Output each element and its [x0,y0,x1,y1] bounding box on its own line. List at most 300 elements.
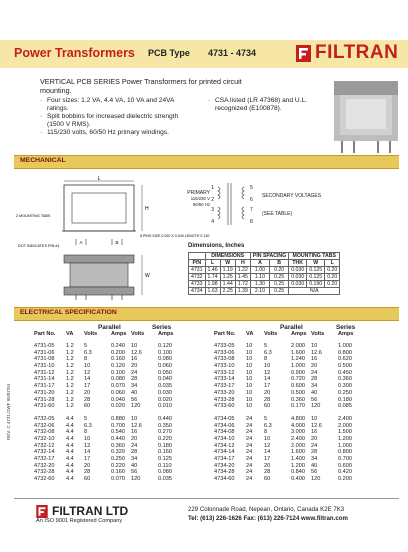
table-cell: 0.080 [111,376,125,383]
table-cell: 10 [246,356,253,363]
table-cell: 0.040 [158,376,172,383]
electrical-table-right [214,343,352,483]
table-cell: 4.4 [66,415,74,422]
table-cell: 0.300 [338,383,352,390]
table-row [214,397,352,404]
table-cell: 0.030 [158,389,172,396]
table-cell: 14 [84,376,91,383]
table-cell: 4732-20 [34,462,55,469]
table-row [34,463,172,470]
table-cell: 4732-60 [34,476,55,483]
table-cell: 0.440 [111,435,125,442]
table-cell: 28 [311,376,318,383]
brand-name: FILTRAN [315,42,399,63]
dim-col-header: L [325,260,340,267]
table-cell: 60 [84,403,91,410]
table-cell: 24 [311,369,318,376]
table-row [34,469,172,476]
table-cell: 4733-20 [214,389,235,396]
table-row [34,476,172,483]
table-row [34,376,172,383]
table-cell: 10 [84,363,91,370]
table-cell: 28 [131,449,138,456]
table-cell: 0.720 [291,376,305,383]
table-cell: 1.600 [291,449,305,456]
table-cell: 0.500 [338,363,352,370]
table-cell: 4.4 [66,462,74,469]
table-cell: 24 [131,442,138,449]
table-cell: 0.220 [158,435,172,442]
table-cell: 0.840 [291,469,305,476]
footer-contact: Tel: (613) 226-1626 Fax: (613) 226-7124 www.filtran.com [188,515,348,522]
brand-logo [296,42,398,64]
dim-label-W: W [145,273,150,279]
table-cell: 4732-14 [34,449,55,456]
table-row [214,469,352,476]
table-cell: 24 [246,469,253,476]
table-cell: 28 [131,376,138,383]
feature-item: · 115/230 volts, 60/50 Hz primary windings. [40,129,190,137]
table-cell: 0.020 [158,396,172,403]
table-row [34,443,172,450]
table-cell: 0.360 [111,442,125,449]
series-header-right: Series [336,324,356,331]
pin-number: 8 [250,219,253,225]
pin-number: 1 [211,185,214,191]
pin-number: 2 [211,197,214,203]
table-cell: 0.880 [111,415,125,422]
table-cell: 0.100 [111,369,125,376]
table-cell: 8 [84,429,88,436]
table-cell: 4.4 [66,429,74,436]
table-cell: 4734-08 [214,429,235,436]
table-cell: 20 [131,363,138,370]
table-cell: 4734-10 [214,435,235,442]
table-cell: 12 [264,369,271,376]
dim-group-header: DIMENSIONS [205,253,250,260]
table-cell: 4732-12 [34,442,55,449]
table-cell: 0.800 [338,449,352,456]
table-cell: 20 [264,389,271,396]
mechanical-band [14,155,399,169]
table-cell: 1.400 [291,456,305,462]
table-cell: 4733-60 [214,403,235,410]
table-row [214,443,352,450]
table-cell: 24 [246,429,253,436]
table-cell: 14 [264,449,271,456]
table-cell: 16 [131,356,138,363]
table-cell: 4.4 [66,476,74,483]
table-cell: 4731-14 [34,376,55,383]
table-cell: 4733-08 [214,356,235,363]
table-cell: 120 [311,403,321,410]
table-cell: 4731-05 [34,343,55,349]
table-row [34,356,172,363]
table-cell: 0.035 [158,383,172,390]
table-cell: 34 [311,456,318,462]
table-cell: 10 [246,389,253,396]
table-row: 4734 1.63 2.25 1.39 2.10 0.25 N/A [189,288,340,295]
dim-col-header: L [205,260,220,267]
table-cell: 0.440 [158,415,172,422]
table-cell: 1.240 [291,356,305,363]
table-cell: 10 [264,363,271,370]
table-cell: 6.3 [264,422,272,429]
table-cell: 10 [264,435,271,442]
table-cell: 4731-17 [34,383,55,390]
table-cell: 1.2 [66,363,74,370]
table-cell: 10 [246,383,253,390]
table-cell: 14 [84,449,91,456]
filtran-logo-icon [296,45,311,62]
table-cell: 0.050 [158,369,172,376]
pin-number: 4 [211,219,214,225]
table-cell: 1.2 [66,383,74,390]
table-cell: 4733-05 [214,343,235,349]
table-cell: 0.200 [111,349,125,356]
dimensions-title: Dimensions, Inches [188,243,245,249]
table-cell: 17 [84,456,91,462]
table-cell: 4734-06 [214,422,235,429]
table-cell: 40 [311,462,318,469]
electrical-table-left [34,343,172,483]
table-cell: 2.000 [338,422,352,429]
table-row [214,423,352,430]
filtran-logo-icon [36,505,48,518]
table-row [34,449,172,456]
table-row [34,383,172,390]
footer-divider [14,498,399,499]
table-cell: 12.6 [131,349,142,356]
table-cell: 20 [311,435,318,442]
table-cell: 2.000 [291,343,305,349]
table-cell: 12.6 [131,422,142,429]
table-cell: 10 [246,363,253,370]
dim-label-A: A [79,240,83,245]
table-cell: 0.035 [158,476,172,483]
table-cell: 2.000 [291,442,305,449]
table-cell: 4.4 [66,456,74,462]
table-cell: 0.250 [111,456,125,462]
table-cell: 4734-14 [214,449,235,456]
table-cell: 28 [84,469,91,476]
table-cell: 0.160 [111,469,125,476]
table-row [34,350,172,357]
parallel-header-left: Parallel [98,324,121,331]
table-cell: 0.320 [111,449,125,456]
intro-text: VERTICAL PCB SERIES Power Transformers for printed circuit mounting. [40,77,242,95]
table-cell: 4732-28 [34,469,55,476]
table-cell: 34 [131,383,138,390]
table-cell: 0.120 [158,343,172,349]
table-cell: 0.900 [291,369,305,376]
table-cell: 4731-60 [34,403,55,410]
table-cell: 0.220 [111,462,125,469]
table-row [214,363,352,370]
table-cell: 12 [84,442,91,449]
table-cell: 4733-06 [214,349,235,356]
table-cell: 3.000 [291,429,305,436]
table-cell: 0.125 [158,456,172,462]
table-cell: 0.700 [111,422,125,429]
table-row [214,390,352,397]
table-cell: 1.000 [338,442,352,449]
elec-header-left: Part No. VA Volts Amps Volts Amps [34,331,174,337]
table-cell: 1.2 [66,389,74,396]
table-cell: 10 [246,396,253,403]
table-cell: 60 [264,403,271,410]
table-cell: 28 [264,469,271,476]
table-row [214,376,352,383]
primary-label: PRIMARY [187,190,210,196]
table-row [34,370,172,377]
table-cell: 1.000 [338,343,352,349]
table-cell: 0.350 [158,422,172,429]
table-cell: 4.800 [291,415,305,422]
table-cell: 4734-05 [214,415,235,422]
feature-item: · CSA listed (LR 47368) and U.L. recognized (E100878). [208,97,338,113]
table-cell: 4733-14 [214,376,235,383]
dim-group-header: MOUNTING TABS [289,253,340,260]
table-cell: 0.500 [291,389,305,396]
table-cell: 0.600 [338,462,352,469]
dim-col-header: W [220,260,235,267]
table-cell: 40 [131,389,138,396]
table-row: 4733 1.98 1.44 1.72 1.30 0.25 0.030 0.190 0.20 [189,281,340,288]
table-cell: 10 [246,343,253,349]
table-cell: 5 [264,343,268,349]
table-cell: 0.085 [338,403,352,410]
table-cell: 0.170 [291,403,305,410]
table-cell: 0.420 [338,469,352,476]
feature-item: · Split bobbins for increased dielectric strength (1500 V RMS). [40,113,190,129]
dim-col-header: A [250,260,269,267]
table-row [214,456,352,463]
revision-note: REV. C 4731.DWF 95/07/94 [6,383,11,440]
dim-col-header: B [270,260,289,267]
table-cell: 16 [311,356,318,363]
table-cell: 24 [246,449,253,456]
table-cell: 14 [264,376,271,383]
table-cell: 1.200 [291,462,305,469]
table-cell: 0.060 [111,389,125,396]
table-cell: 0.160 [111,356,125,363]
table-cell: 24 [131,369,138,376]
table-cell: 6.3 [84,349,92,356]
table-cell: 5 [84,343,88,349]
table-row [214,370,352,377]
table-row [214,350,352,357]
mechanical-heading: MECHANICAL [20,157,66,164]
table-cell: 4731-20 [34,389,55,396]
table-row: 4731 1.46 1.19 1.22 1.00 0.20 0.030 0.125 0.20 [189,267,340,274]
table-cell: 4734-28 [214,469,235,476]
table-cell: 17 [264,383,271,390]
dim-label-L: L [97,176,101,182]
table-cell: 24 [246,456,253,462]
table-cell: 0.070 [111,476,125,483]
table-cell: 12 [264,442,271,449]
table-cell: 40 [131,462,138,469]
table-cell: 4734-20 [214,462,235,469]
table-row [34,416,172,423]
table-cell: 0.700 [338,456,352,462]
table-cell: 4731-28 [34,396,55,403]
table-cell: 0.450 [338,369,352,376]
table-cell: 4.4 [66,449,74,456]
table-cell: 0.100 [158,349,172,356]
table-cell: 60 [264,476,271,483]
table-cell: 56 [131,396,138,403]
table-cell: 0.800 [338,349,352,356]
table-cell: 1.2 [66,356,74,363]
table-cell: 6.3 [84,422,92,429]
table-cell: 4733-10 [214,363,235,370]
table-cell: 4734-17 [214,456,235,462]
table-cell: 4732-10 [34,435,55,442]
footer-iso: An ISO 9001 Registered Company [36,518,123,524]
table-cell: 0.020 [111,403,125,410]
table-cell: 0.010 [158,403,172,410]
table-cell: 1.500 [338,429,352,436]
primary-frequency: 60/50 Hz [192,202,210,207]
table-cell: 24 [246,442,253,449]
table-cell: 1.2 [66,343,74,349]
table-cell: 4733-12 [214,369,235,376]
footer-address: 229 Colonnade Road, Nepean, Ontario, Canada K2E 7K3 [188,506,345,513]
table-cell: 2.400 [338,415,352,422]
dim-col-header: P/N [189,260,206,267]
table-cell: 1.2 [66,403,74,410]
see-table-label: (SEE TABLE) [262,211,293,217]
table-cell: 0.200 [338,476,352,483]
table-row [214,449,352,456]
feature-list-left [40,97,190,137]
pin-number: 5 [250,185,253,191]
table-cell: 4732-17 [34,456,55,462]
dim-col-header: W [307,260,325,267]
table-cell: 24 [246,435,253,442]
table-cell: 10 [246,403,253,410]
table-cell: 4732-06 [34,422,55,429]
table-cell: 4733-28 [214,396,235,403]
table-cell: 16 [131,429,138,436]
table-cell: 10 [246,369,253,376]
table-cell: 4732-08 [34,429,55,436]
table-cell: 12.6 [311,422,322,429]
pin-number: 7 [250,207,253,213]
table-cell: 34 [131,456,138,462]
dimensions-table [188,252,340,295]
dim-group-header: PIN SPACING [250,253,288,260]
table-cell: 20 [131,435,138,442]
table-row [34,403,172,410]
model-range: 4731 - 4734 [208,48,257,58]
table-row [214,383,352,390]
table-cell: 8 [264,429,268,436]
table-cell: 1.2 [66,349,74,356]
table-cell: 4.000 [291,422,305,429]
table-cell: 20 [84,462,91,469]
table-cell: 16 [311,429,318,436]
table-row [34,456,172,463]
feature-item: · Four sizes: 1.2 VA, 4.4 VA, 10 VA and 24VA ratings. [40,97,190,113]
table-cell: 60 [84,476,91,483]
table-cell: 4733-17 [214,383,235,390]
table-cell: 0.070 [111,383,125,390]
table-cell: 10 [246,349,253,356]
table-cell: 8 [264,356,268,363]
table-cell: 24 [311,442,318,449]
table-cell: 6.3 [264,349,272,356]
dim-col-header: THK [289,260,307,267]
table-cell: 4.4 [66,442,74,449]
table-cell: 34 [311,383,318,390]
table-cell: 0.120 [111,363,125,370]
table-cell: 28 [84,396,91,403]
table-cell: 10 [246,376,253,383]
table-row [214,436,352,443]
pin1-label: DOT INDICATES PIN #1 [18,244,60,248]
table-cell: 0.110 [158,462,172,469]
table-cell: 0.240 [111,343,125,349]
table-row [214,429,352,436]
electrical-heading: ELECTRICAL SPECIFICATION [20,309,117,316]
table-cell: 4.4 [66,435,74,442]
product-type: PCB Type [148,48,190,58]
table-cell: 0.180 [338,396,352,403]
table-cell: 1.200 [338,435,352,442]
pin-number: 6 [250,197,253,203]
table-cell: 0.620 [338,356,352,363]
table-cell: 10 [84,435,91,442]
table-cell: 1.2 [66,376,74,383]
table-cell: 10 [311,415,318,422]
table-cell: 56 [131,469,138,476]
table-cell: 0.540 [111,429,125,436]
table-cell: 4731-08 [34,356,55,363]
table-cell: 28 [311,449,318,456]
table-cell: 1.2 [66,396,74,403]
table-row [34,343,172,350]
table-cell: 0.180 [158,442,172,449]
table-cell: 0.270 [158,429,172,436]
table-cell: 20 [84,389,91,396]
table-cell: 20 [264,462,271,469]
primary-voltage: 115/230 V [190,196,210,201]
table-cell: 0.040 [111,396,125,403]
table-cell: 8 [84,356,88,363]
table-cell: 4.4 [66,422,74,429]
page-title: Power Transformers [14,46,135,60]
table-cell: 120 [131,403,141,410]
table-row [34,397,172,404]
footer-company: FILTRAN LTD [52,504,129,518]
table-cell: 10 [311,343,318,349]
table-cell: 10 [131,415,138,422]
table-cell: 0.250 [338,389,352,396]
table-cell: 1.000 [291,363,305,370]
table-cell: 4734-12 [214,442,235,449]
table-row: 4732 1.74 1.25 1.45 1.10 0.25 0.030 0.125 0.20 [189,274,340,281]
table-cell: 4731-12 [34,369,55,376]
table-cell: 24 [246,422,253,429]
bottom-view-drawing [64,255,150,300]
table-cell: 4731-10 [34,363,55,370]
table-row [34,436,172,443]
table-row [214,356,352,363]
table-cell: 24 [246,476,253,483]
